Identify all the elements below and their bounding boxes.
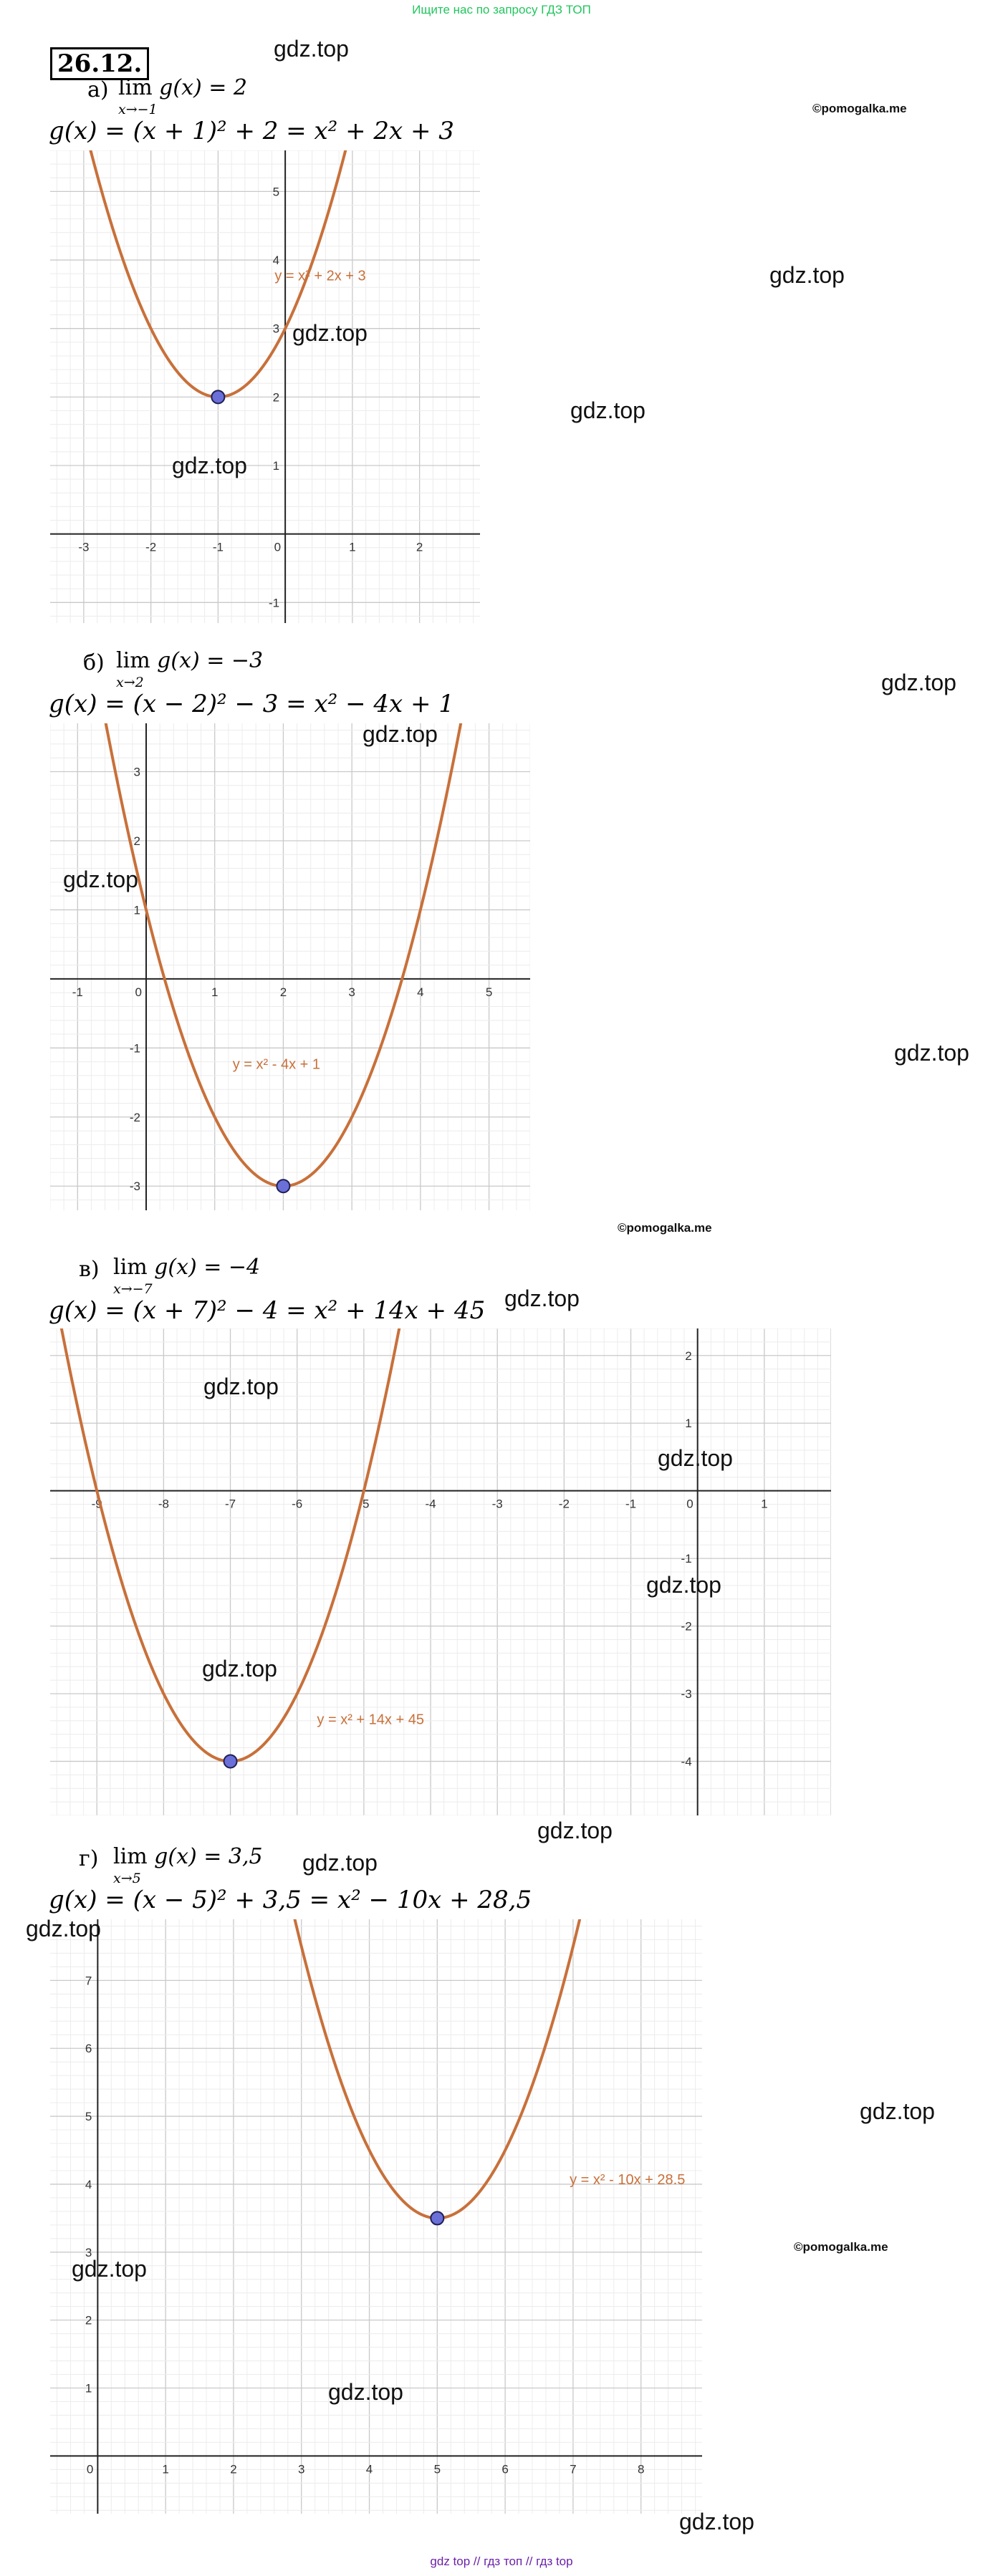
y-tick-label: 1 — [85, 2381, 92, 2396]
vertex-point — [277, 1180, 289, 1192]
y-tick-label: 1 — [133, 903, 140, 917]
y-tick-label: 2 — [85, 2313, 92, 2327]
problem-number: 26.12. — [50, 47, 149, 80]
watermark: gdz.top — [537, 1818, 613, 1843]
y-tick-label: 5 — [272, 185, 280, 199]
watermark: gdz.top — [26, 1916, 101, 1941]
y-tick-label: -4 — [681, 1755, 692, 1769]
y-tick-label: -3 — [681, 1687, 692, 1701]
watermark: gdz.top — [292, 320, 368, 346]
part-b-formula: g(x) = (x − 2)² − 3 = x² − 4x + 1 — [49, 690, 454, 718]
part-v-limit: lim g(x) = −4 x→−7 — [113, 1257, 260, 1278]
y-tick-label: -2 — [129, 1110, 140, 1124]
x-tick-label: -8 — [158, 1497, 169, 1511]
watermark: gdz.top — [881, 670, 956, 695]
watermark: gdz.top — [328, 2379, 403, 2405]
part-b-curve-label: y = x² - 4x + 1 — [232, 1056, 320, 1073]
credit-label: ©pomogalka.me — [618, 1221, 712, 1235]
x-tick-label: -3 — [491, 1497, 503, 1511]
part-b-graph — [50, 723, 530, 1210]
part-v-letter: в) — [79, 1257, 100, 1282]
watermark: gdz.top — [658, 1445, 733, 1471]
part-g-curve-label: y = x² - 10x + 28.5 — [570, 2171, 686, 2188]
part-b-limit-rhs: g(x) = −3 — [150, 648, 264, 673]
y-tick-label: -3 — [129, 1180, 140, 1194]
part-g-limit-sub: x→5 — [113, 1871, 141, 1886]
part-a-limit-rhs: g(x) = 2 — [152, 75, 248, 100]
tick-label-origin: 0 — [135, 985, 142, 999]
y-tick-label: 7 — [85, 1974, 92, 1988]
x-tick-label: 5 — [433, 2462, 441, 2476]
part-a-formula: g(x) = (x + 1)² + 2 = x² + 2x + 3 — [49, 117, 454, 145]
x-tick-label: 2 — [230, 2462, 237, 2476]
x-tick-label: 1 — [211, 985, 219, 999]
watermark: gdz.top — [504, 1285, 580, 1311]
vertex-point — [431, 2211, 443, 2224]
part-a-limit: lim g(x) = 2 x→−1 — [118, 77, 247, 99]
part-b-limit: lim g(x) = −3 x→2 — [116, 650, 263, 672]
watermark: gdz.top — [202, 1656, 277, 1682]
x-tick-label: 1 — [162, 2462, 169, 2476]
y-tick-label: 1 — [272, 459, 280, 473]
part-v-limit-rhs: g(x) = −4 — [147, 1255, 261, 1280]
watermark: gdz.top — [570, 397, 646, 423]
part-g-letter: г) — [79, 1846, 99, 1871]
credit-label: ©pomogalka.me — [794, 2240, 888, 2254]
vertex-point — [224, 1755, 237, 1767]
x-tick-label: -1 — [212, 540, 224, 554]
y-tick-label: 1 — [685, 1417, 692, 1431]
part-g-limit: lim g(x) = 3,5 x→5 — [113, 1846, 263, 1868]
part-v-formula: g(x) = (x + 7)² − 4 = x² + 14x + 45 — [49, 1296, 486, 1325]
y-tick-label: -1 — [269, 596, 280, 610]
x-tick-label: -9 — [91, 1497, 102, 1511]
y-tick-label: -1 — [681, 1552, 692, 1566]
x-tick-label: -3 — [78, 540, 90, 554]
part-a-limit-sub: x→−1 — [118, 102, 158, 117]
part-b-letter: б) — [83, 650, 105, 675]
x-tick-label: 1 — [761, 1497, 768, 1511]
part-g-formula: g(x) = (x − 5)² + 3,5 = x² − 10x + 28,5 — [49, 1886, 532, 1914]
grid — [50, 723, 530, 1210]
x-tick-label: 7 — [570, 2462, 577, 2476]
x-tick-label: 4 — [365, 2462, 373, 2476]
y-tick-label: 2 — [272, 390, 280, 405]
watermark: gdz.top — [860, 2098, 935, 2124]
y-tick-label: 3 — [272, 322, 280, 336]
x-tick-label: 2 — [416, 540, 423, 554]
x-tick-label: -2 — [558, 1497, 570, 1511]
y-tick-label: 5 — [85, 2110, 92, 2124]
y-tick-label: 3 — [85, 2245, 92, 2259]
x-tick-label: -6 — [292, 1497, 303, 1511]
tick-label-origin: 0 — [86, 2462, 94, 2476]
y-tick-label: 4 — [272, 254, 280, 268]
x-tick-label: -1 — [625, 1497, 637, 1511]
x-tick-label: -1 — [72, 985, 83, 999]
watermark: gdz.top — [302, 1850, 378, 1876]
tick-label-origin: 0 — [274, 540, 282, 554]
watermark: gdz.top — [72, 2256, 147, 2282]
watermark: gdz.top — [172, 453, 247, 478]
watermark: gdz.top — [203, 1374, 279, 1399]
part-a-curve-label: y = x² + 2x + 3 — [274, 268, 366, 284]
tick-label-origin: 0 — [686, 1497, 694, 1511]
part-v-limit-sub: x→−7 — [113, 1281, 153, 1297]
x-tick-label: -4 — [425, 1497, 436, 1511]
part-v-curve-label: y = x² + 14x + 45 — [317, 1712, 424, 1728]
watermark: gdz.top — [894, 1040, 969, 1066]
search-hint[interactable]: Ищите нас по запросу ГДЗ ТОП — [412, 3, 591, 16]
x-tick-label: 3 — [297, 2462, 305, 2476]
x-tick-label: 2 — [279, 985, 287, 999]
y-tick-label: 6 — [85, 2042, 92, 2056]
watermark: gdz.top — [769, 262, 845, 288]
y-tick-label: 4 — [85, 2177, 92, 2191]
y-tick-label: 3 — [133, 765, 140, 779]
watermark: gdz.top — [363, 721, 438, 747]
grid — [50, 1919, 702, 2514]
y-tick-label: -2 — [681, 1619, 692, 1634]
footer-links[interactable]: gdz top // гдз топ // гдз top — [430, 2555, 573, 2568]
credit-label: ©pomogalka.me — [812, 102, 907, 115]
part-a-graph — [50, 150, 480, 623]
y-tick-label: -1 — [129, 1041, 140, 1056]
x-tick-label: 1 — [349, 540, 356, 554]
x-tick-label: -5 — [358, 1497, 370, 1511]
x-tick-label: -2 — [145, 540, 157, 554]
x-tick-label: -7 — [224, 1497, 236, 1511]
x-tick-label: 4 — [417, 985, 424, 999]
vertex-point — [211, 390, 224, 403]
watermark: gdz.top — [274, 36, 349, 62]
part-g-graph — [50, 1919, 702, 2514]
y-tick-label: 2 — [685, 1349, 692, 1363]
part-b-limit-sub: x→2 — [116, 675, 144, 690]
x-tick-label: 6 — [502, 2462, 509, 2476]
x-tick-label: 5 — [485, 985, 493, 999]
part-g-limit-rhs: g(x) = 3,5 — [147, 1844, 263, 1869]
watermark: gdz.top — [646, 1572, 721, 1598]
watermark: gdz.top — [679, 2509, 754, 2534]
y-tick-label: 2 — [133, 834, 140, 848]
x-tick-label: 8 — [637, 2462, 645, 2476]
x-tick-label: 3 — [348, 985, 355, 999]
part-a-letter: а) — [87, 77, 109, 102]
watermark: gdz.top — [63, 867, 138, 892]
